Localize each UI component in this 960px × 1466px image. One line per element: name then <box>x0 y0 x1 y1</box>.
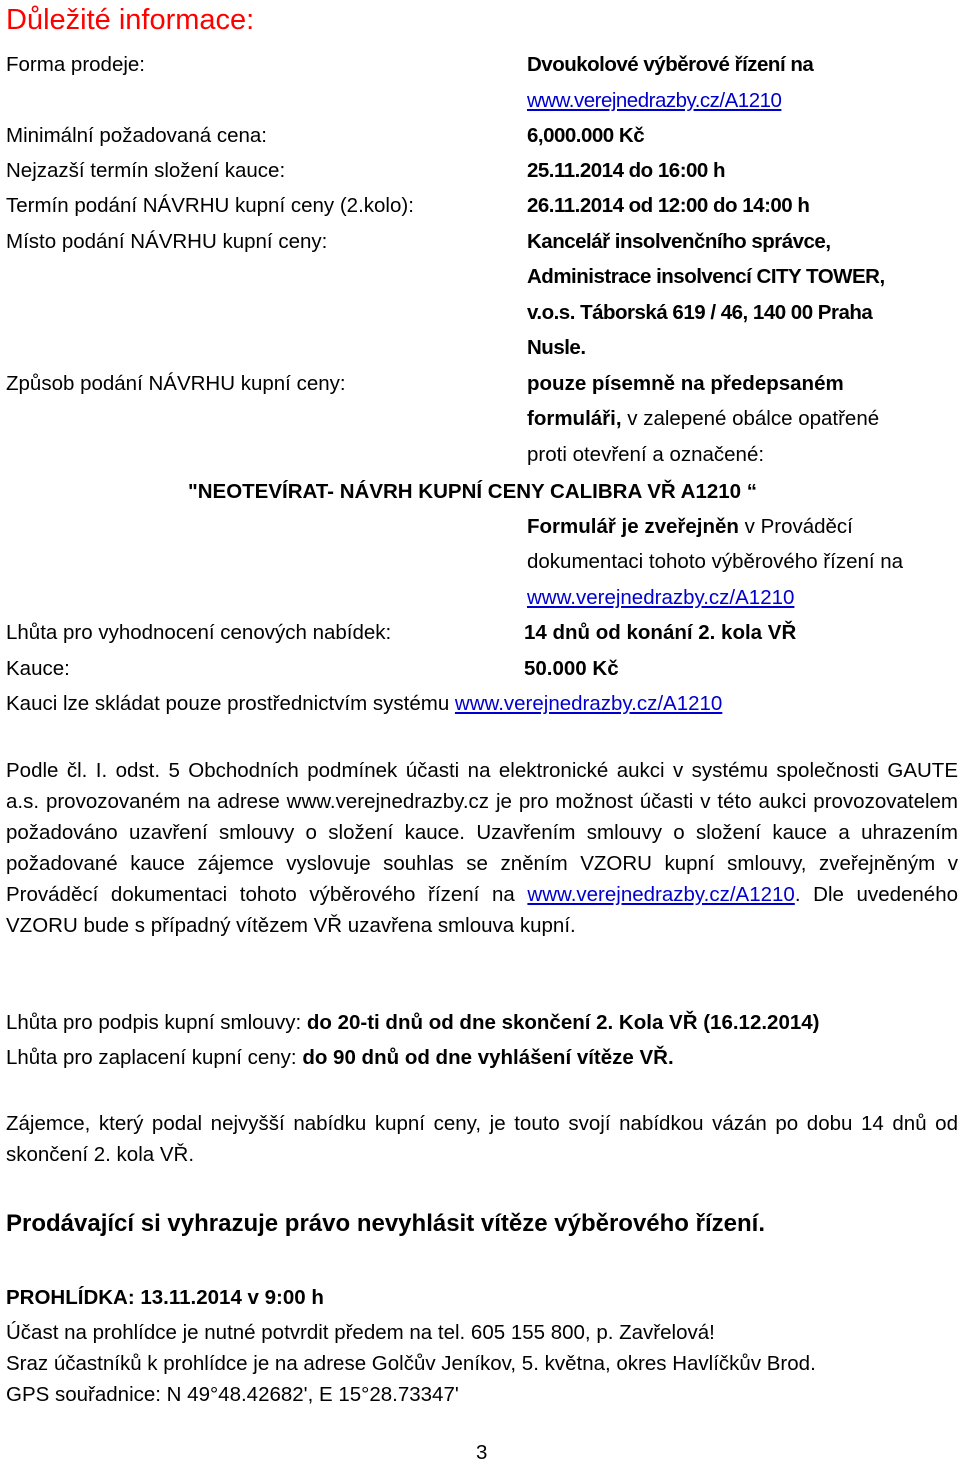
binding-offer-paragraph: Zájemce, který podal nejvyšší nabídku kupní ceny, je touto svojí nabídkou vázán po dobu 14 dnů od skončení 2. kola VŘ. <box>6 1112 958 1166</box>
page-number: 3 <box>476 1441 488 1464</box>
reservation-statement: Prodávající si vyhrazuje právo nevyhlásit vítěze výběrového řízení. <box>6 1210 765 1237</box>
deposit-deadline-value: 25.11.2014 do 16:00 h <box>527 159 726 182</box>
submission-method-form: formuláři, <box>527 407 622 430</box>
terms-paragraph-text-end: . Dle uvedeného VZORU bude s případný vítězem VŘ uzavřena smlouva kupní. <box>6 883 958 937</box>
viewing-meeting-point: Sraz účastníků k prohlídce je na adrese Golčův Jeníkov, 5. května, okres Havlíčkův Brod. <box>6 1352 816 1375</box>
signature-deadline-label: Lhůta pro podpis kupní smlouvy: <box>6 1011 307 1034</box>
payment-deadline-label: Lhůta pro zaplacení kupní ceny: <box>6 1046 303 1069</box>
submission-method-line2 <box>527 406 879 432</box>
submission-place-line: Administrace insolvencí CITY TOWER, <box>527 265 885 288</box>
page-title: Důležité informace: <box>6 4 255 36</box>
submission-method-envelope: v zalepené obálce opatřené <box>621 407 880 430</box>
submission-place-label: Místo podání NÁVRHU kupní ceny: <box>6 230 328 253</box>
form-published-rest: v Prováděcí <box>738 515 853 538</box>
forma-value: Dvoukolové výběrové řízení na <box>527 53 814 76</box>
evaluation-period-label: Lhůta pro vyhodnocení cenových nabídek: <box>6 621 392 644</box>
viewing-confirmation: Účast na prohlídce je nutné potvrdit předem na tel. 605 155 800, p. Zavřelová! <box>6 1321 715 1344</box>
evaluation-period-value: 14 dnů od konání 2. kola VŘ <box>524 621 797 644</box>
envelope-label-text: "NEOTEVÍRAT- NÁVRH KUPNÍ CENY CALIBRA VŘ A1210 “ <box>188 480 757 503</box>
form-published-link[interactable]: www.verejnedrazby.cz/A1210 <box>527 586 795 609</box>
forma-label: Forma prodeje: <box>6 53 146 76</box>
deposit-system-line <box>6 691 722 717</box>
forma-link[interactable]: www.verejnedrazby.cz/A1210 <box>527 89 782 112</box>
submission-method-value: pouze písemně na předepsaném <box>527 372 844 395</box>
deposit-system-link[interactable]: www.verejnedrazby.cz/A1210 <box>454 692 723 715</box>
payment-deadline-line <box>6 1045 674 1071</box>
submission-method-line3: proti otevření a označené: <box>527 443 765 466</box>
proposal-deadline-value: 26.11.2014 od 12:00 do 14:00 h <box>527 194 810 217</box>
payment-deadline-value: do 90 dnů od dne vyhlášení vítěze VŘ. <box>302 1046 674 1069</box>
submission-place-line: Nusle. <box>527 336 586 359</box>
terms-paragraph-link[interactable]: www.verejnedrazby.cz/A1210 <box>527 883 795 906</box>
terms-paragraph-text: Podle čl. I. odst. 5 Obchodních podmínek účasti na elektronické aukci v systému společnosti GAUTE a.s. provozovaném na adrese www.verejnedrazby.cz je pro možnost účasti v této aukci provozovatelem požadováno uzavření smlouvy o složení kauce. Uzavřením smlouvy o složení kauce a uhrazením požadované kauce zájemce vyslovuje souhlas se zněním VZORU kupní smlouvy, zveřejněným v Prováděcí dokumentaci tohoto výběrového řízení na <box>6 759 958 906</box>
signature-deadline-line <box>6 1010 819 1036</box>
submission-method-label: Způsob podání NÁVRHU kupní ceny: <box>6 372 346 395</box>
viewing-heading: PROHLÍDKA: 13.11.2014 v 9:00 h <box>6 1286 324 1309</box>
submission-place-line: v.o.s. Táborská 619 / 46, 140 00 Praha <box>527 301 873 324</box>
form-published-bold: Formulář je zveřejněn <box>527 515 739 538</box>
proposal-deadline-label: Termín podání NÁVRHU kupní ceny (2.kolo): <box>6 194 414 217</box>
deposit-deadline-label: Nejzazší termín složení kauce: <box>6 159 286 182</box>
viewing-gps: GPS souřadnice: N 49°48.42682', E 15°28.73347' <box>6 1383 459 1406</box>
signature-deadline-value: do 20-ti dnů od dne skončení 2. Kola VŘ (16.12.2014) <box>306 1011 820 1034</box>
min-price-label: Minimální požadovaná cena: <box>6 124 267 147</box>
deposit-system-text: Kauci lze skládat pouze prostřednictvím systému <box>6 692 455 715</box>
deposit-label: Kauce: <box>6 657 70 680</box>
deposit-value: 50.000 Kč <box>524 657 619 680</box>
form-published-line2: dokumentaci tohoto výběrového řízení na <box>527 550 904 573</box>
form-published-line1 <box>527 514 853 540</box>
min-price-value: 6,000.000 Kč <box>527 124 645 147</box>
terms-paragraph <box>6 755 958 941</box>
submission-place-line: Kancelář insolvenčního správce, <box>527 230 831 253</box>
